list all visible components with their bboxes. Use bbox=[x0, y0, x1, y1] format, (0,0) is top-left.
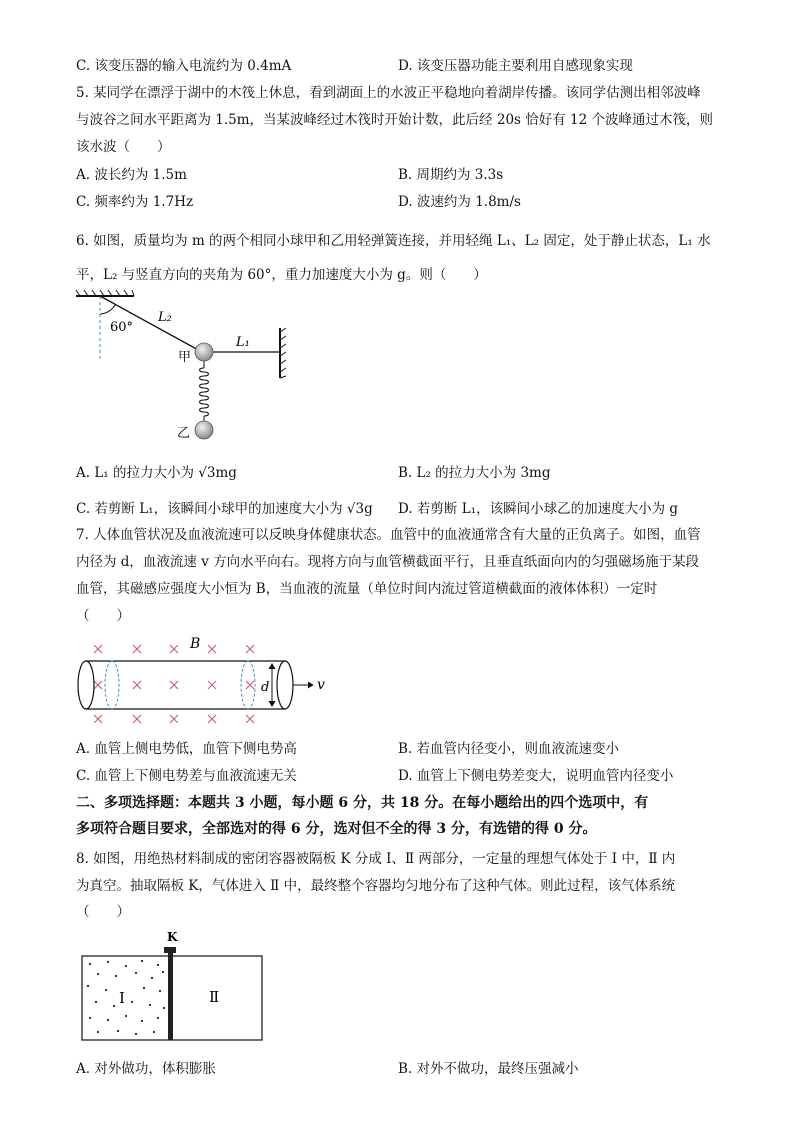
q6-stem-line2: 平，L₂ 与竖直方向的夹角为 60°，重力加速度大小为 g。则（ ） bbox=[76, 267, 487, 283]
q6-option-a: A. L₁ 的拉力大小为 √3mg bbox=[76, 465, 237, 481]
section2-heading-line2: 多项符合题目要求，全部选对的得 6 分，选对但不全的得 3 分，有选错的得 0 分。 bbox=[76, 821, 597, 837]
q7-b-label: B bbox=[190, 636, 201, 652]
q8-chamber-2-label: Ⅱ bbox=[209, 988, 220, 1006]
q5-stem-line3: 该水波（ ） bbox=[76, 139, 171, 155]
q5-stem-line2: 与波谷之间水平距离为 1.5m，当某波峰经过木筏时开始计数，此后经 20s 恰好有 12 个波峰通过木筏，则 bbox=[76, 112, 714, 128]
q7-option-a: A. 血管上侧电势低，血管下侧电势高 bbox=[76, 741, 297, 757]
q4-option-c: C. 该变压器的输入电流约为 0.4mA bbox=[76, 58, 292, 74]
q8-stem-line1: 8. 如图，用绝热材料制成的密闭容器被隔板 K 分成 Ⅰ、Ⅱ 两部分，一定量的理想气体处于 Ⅰ 中，Ⅱ 内 bbox=[76, 851, 676, 867]
q8-gas-particles bbox=[87, 960, 165, 1035]
q5-stem-line1: 5. 某同学在漂浮于湖中的木筏上休息，看到湖面上的水波正平稳地向着湖岸传播。该同学估测出相邻波峰 bbox=[76, 85, 701, 101]
q7-d-label: d bbox=[261, 680, 270, 695]
q8-option-a: A. 对外做功，体积膨胀 bbox=[76, 1061, 216, 1077]
q5-option-b: B. 周期约为 3.3s bbox=[398, 167, 504, 183]
q8-stem-line3: （ ） bbox=[76, 904, 130, 920]
q6-option-c: C. 若剪断 L₁，该瞬间小球甲的加速度大小为 √3g bbox=[76, 501, 373, 517]
q6-figure bbox=[74, 288, 304, 443]
q8-figure bbox=[78, 928, 268, 1046]
q7-option-d: D. 血管上下侧电势差变大，说明血管内径变小 bbox=[398, 768, 674, 784]
q5-option-c: C. 频率约为 1.7Hz bbox=[76, 194, 194, 210]
q7-stem-line1: 7. 人体血管状况及血液流速可以反映身体健康状态。血管中的血液通常含有大量的正负离子。如图，血管 bbox=[76, 527, 701, 543]
q4-option-d: D. 该变压器功能主要利用自感现象实现 bbox=[398, 58, 633, 74]
q7-figure bbox=[72, 630, 342, 730]
q6-ball-b-label: 乙 bbox=[177, 426, 191, 441]
q7-magnetic-field bbox=[94, 645, 254, 723]
q6-ball-a-label: 甲 bbox=[178, 350, 192, 365]
q5-option-a: A. 波长约为 1.5m bbox=[76, 167, 187, 183]
q5-option-d: D. 波速约为 1.8m/s bbox=[398, 194, 521, 210]
q6-l2-label: L₂ bbox=[158, 310, 172, 325]
q6-spring bbox=[200, 361, 209, 422]
q8-stem-line2: 为真空。抽取隔板 K，气体进入 Ⅱ 中，最终整个容器均匀地分布了这种气体。则此过程，该气体系统 bbox=[76, 878, 676, 894]
q7-stem-line4: （ ） bbox=[76, 608, 130, 624]
q7-diameter-arrow bbox=[269, 664, 275, 706]
q6-ball-b bbox=[195, 421, 213, 439]
q6-option-d: D. 若剪断 L₁，该瞬间小球乙的加速度大小为 g bbox=[398, 501, 679, 517]
q7-option-c: C. 血管上下侧电势差与血液流速无关 bbox=[76, 768, 297, 784]
q6-ball-a bbox=[195, 343, 213, 361]
section2-heading-line1: 二、多项选择题：本题共 3 小题，每小题 6 分，共 18 分。在每小题给出的四个选项中，有 bbox=[76, 795, 649, 811]
q8-k-label: K bbox=[167, 930, 178, 944]
q8-option-b: B. 对外不做功，最终压强减小 bbox=[398, 1061, 579, 1077]
q7-stem-line2: 内径为 d，血液流速 v 方向水平向右。现将方向与血管横截面平行，且垂直纸面向内的匀强磁场施于某段 bbox=[76, 554, 700, 570]
q6-option-b: B. L₂ 的拉力大小为 3mg bbox=[398, 465, 551, 481]
q6-l1-label: L₁ bbox=[236, 335, 250, 350]
q8-chamber-1-label: Ⅰ bbox=[119, 989, 125, 1007]
q6-stem-line1: 6. 如图，质量均为 m 的两个相同小球甲和乙用轻弹簧连接，并用轻绳 L₁、L₂ 固定，处于静止状态，L₁ 水 bbox=[76, 233, 711, 249]
q6-angle-label: 60° bbox=[110, 320, 134, 335]
q8-partition-k bbox=[168, 952, 173, 1040]
q7-stem-line3: 血管，其磁感应强度大小恒为 B，当血液的流量（单位时间内流过管道横截面的液体体积）一定时 bbox=[76, 581, 658, 597]
q7-option-b: B. 若血管内径变小，则血液流速变小 bbox=[398, 741, 620, 757]
q7-v-label: v bbox=[317, 677, 325, 693]
